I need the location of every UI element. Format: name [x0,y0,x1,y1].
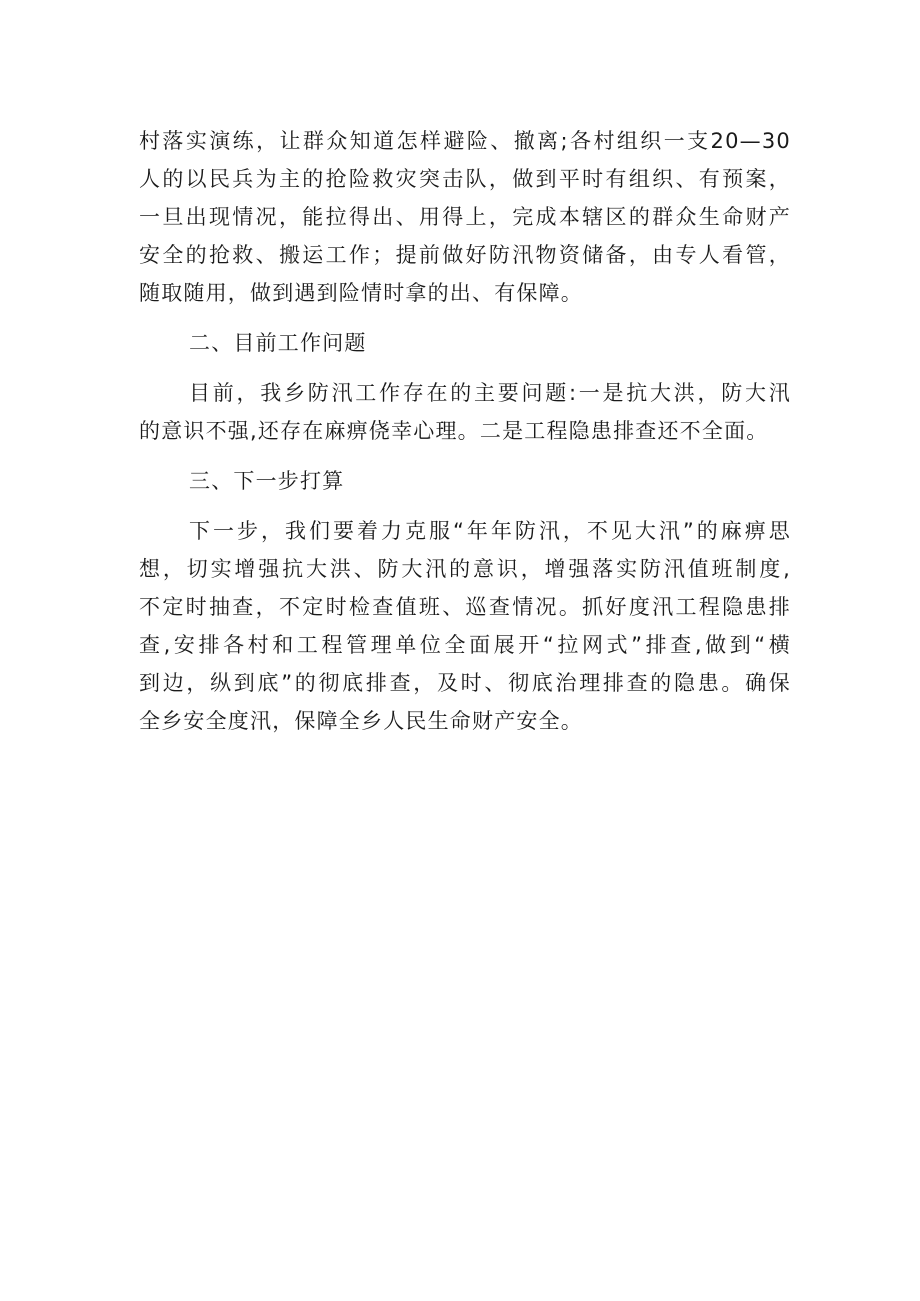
paragraph-line: 不定时抽查，不定时检查值班、巡查情况。抓好度汛工程隐患排 [139,595,791,619]
section-heading-current-problems: 二、目前工作问题 [189,331,367,355]
paragraph-line: 到边，纵到底”的彻底排查，及时、彻底治理排查的隐患。确保 [139,671,791,695]
document-body [139,122,791,740]
paragraph-line: 目前，我乡防汛工作存在的主要问题:一是抗大洪，防大汛 [189,381,791,405]
paragraph-line: 的意识不强,还存在麻痹侥幸心理。二是工程隐患排查还不全面。 [139,419,769,443]
paragraph-line: 一旦出现情况，能拉得出、用得上，完成本辖区的群众生命财产 [139,205,791,229]
section-heading-next-steps: 三、下一步打算 [189,469,345,493]
paragraph-line: 全乡安全度汛，保障全乡人民生命财产安全。 [139,709,583,733]
paragraph-line: 安全的抢救、搬运工作；提前做好防汛物资储备，由专人看管， [139,243,791,267]
paragraph-line: 村落实演练，让群众知道怎样避险、撤离;各村组织一支20—30 [139,129,791,153]
paragraph-current-problems [139,374,791,450]
paragraph-line: 想，切实增强抗大洪、防大汛的意识，增强落实防汛值班制度, [139,557,791,581]
paragraph-line: 下一步，我们要着力克服“年年防汛，不见大汛”的麻痹思 [189,519,791,543]
paragraph-next-steps [139,512,791,740]
paragraph-drill-and-rescue [139,122,791,312]
paragraph-line: 人的以民兵为主的抢险救灾突击队，做到平时有组织、有预案， [139,167,791,191]
paragraph-line: 查,安排各村和工程管理单位全面展开“拉网式”排查,做到“横 [139,633,791,657]
paragraph-line: 随取随用，做到遇到险情时拿的出、有保障。 [139,281,583,305]
